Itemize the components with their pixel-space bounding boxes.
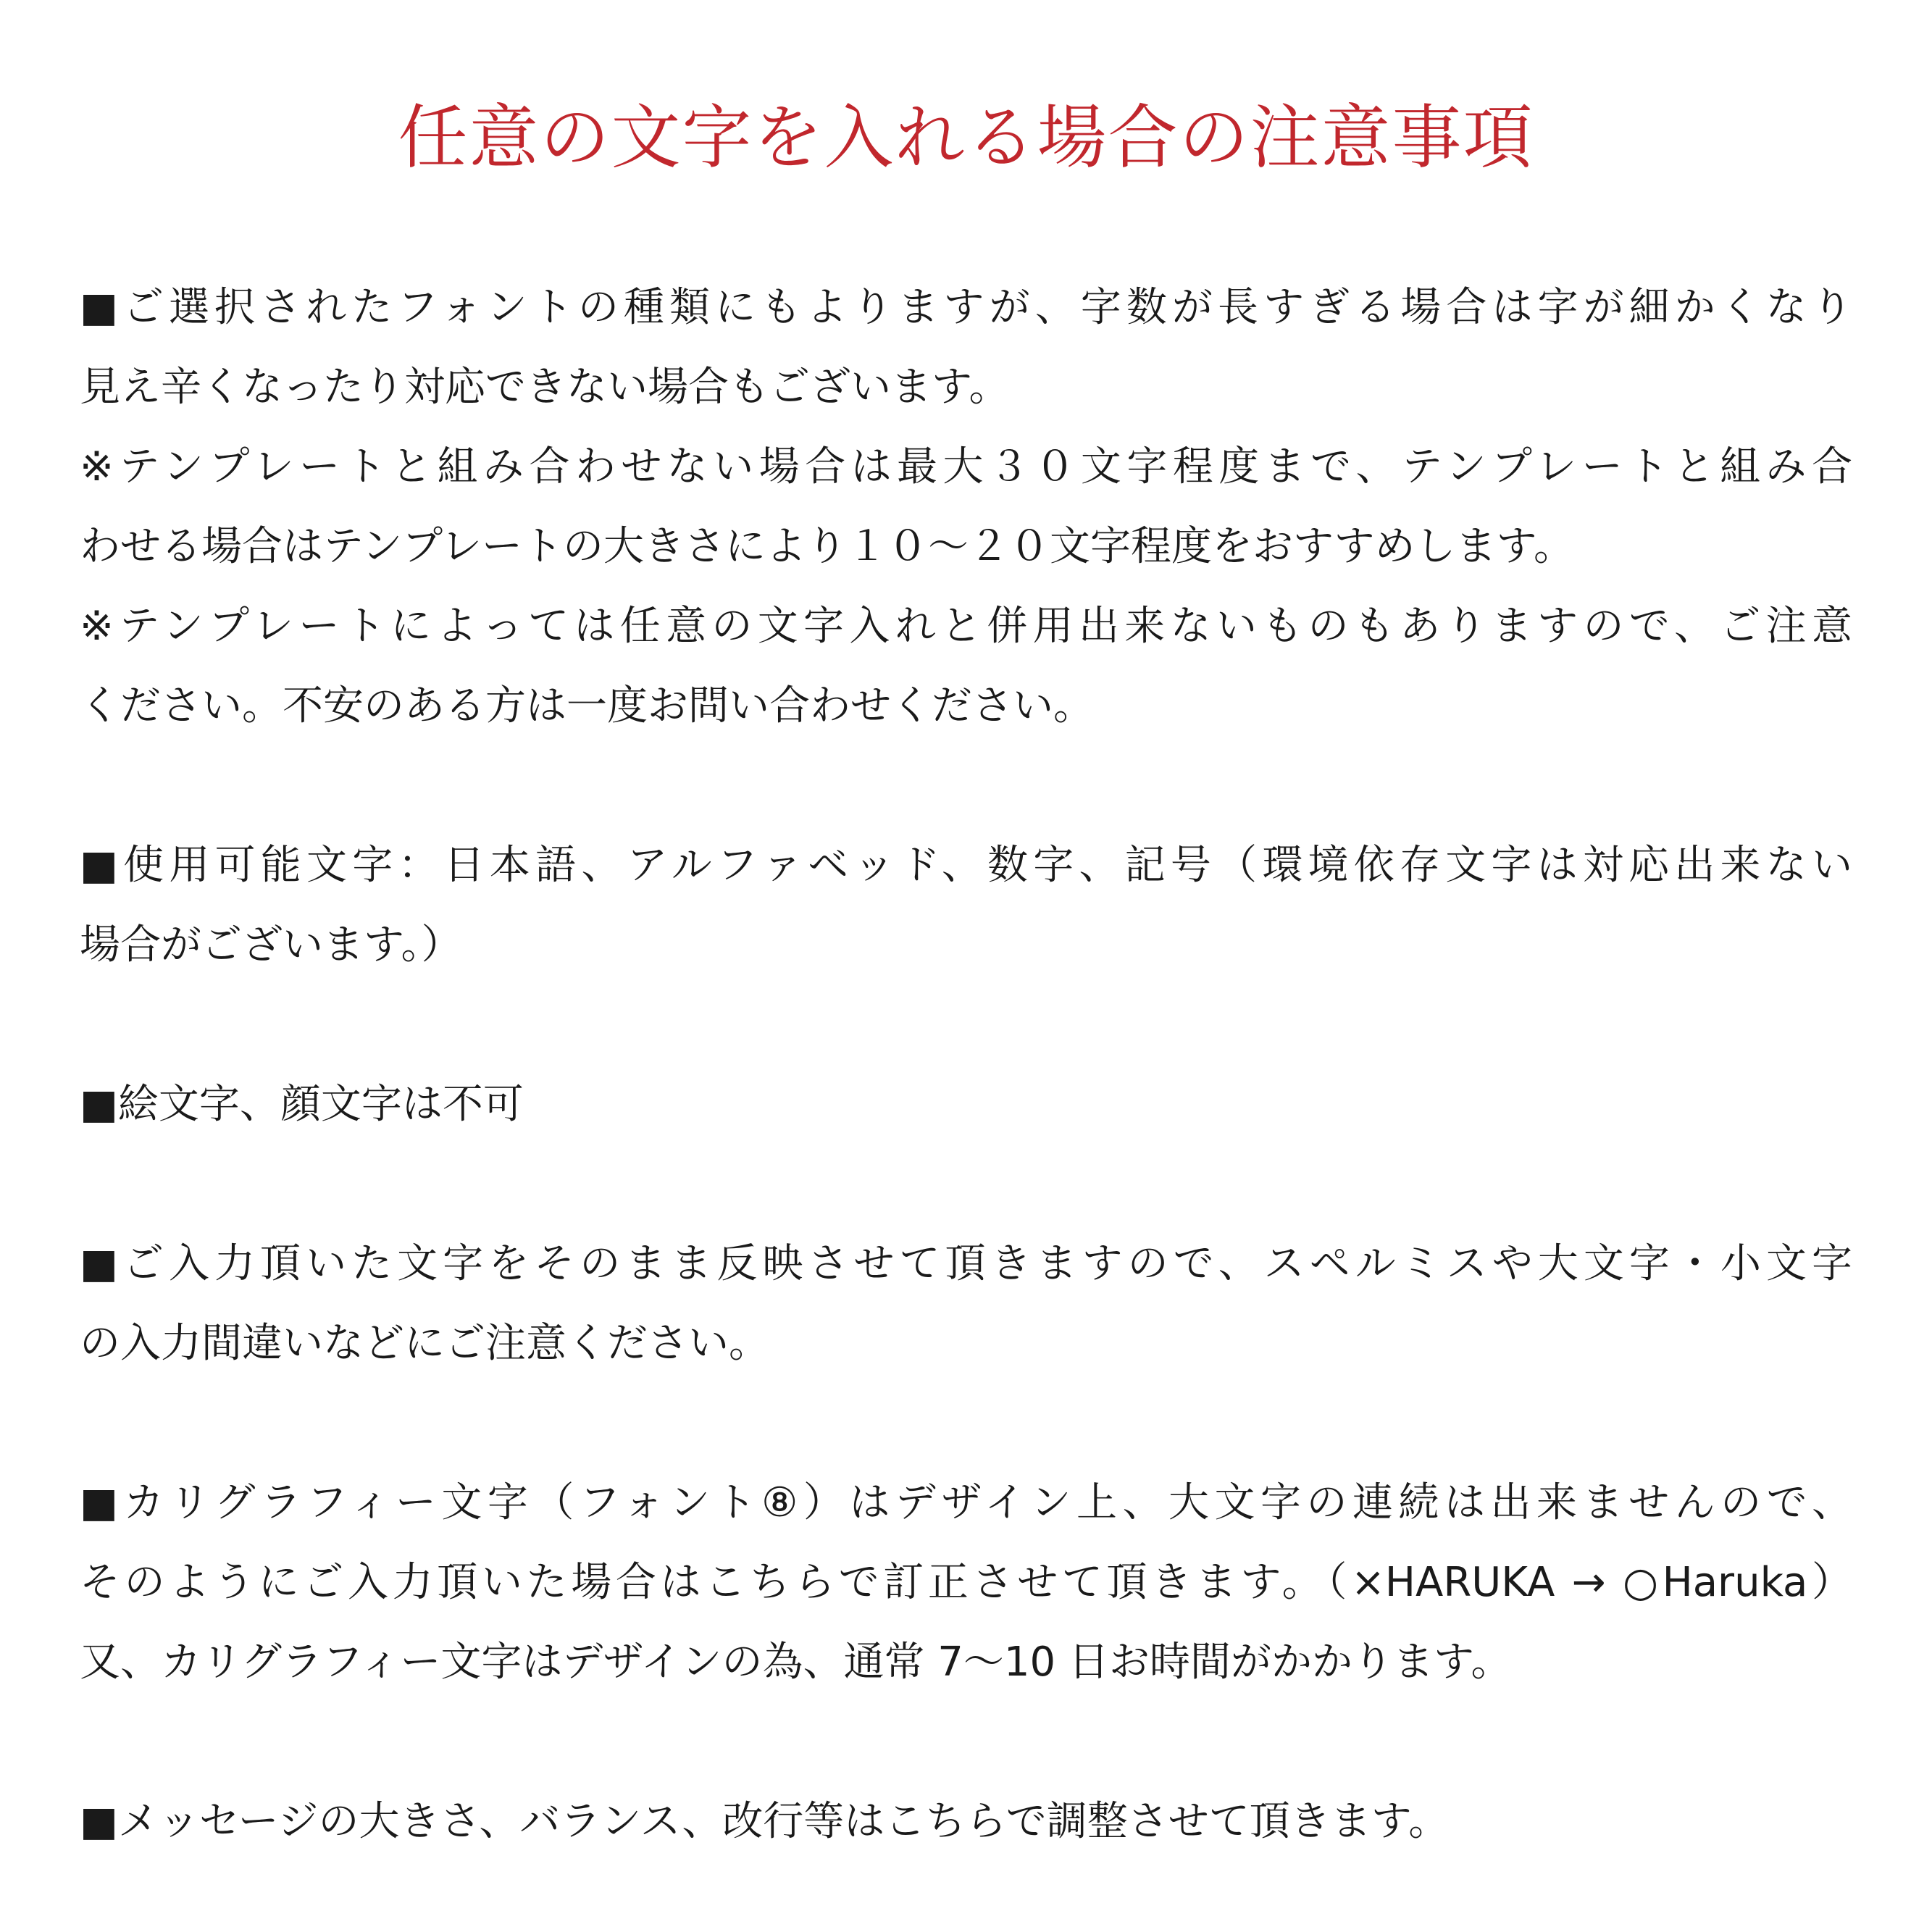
section-input-accuracy — [80, 1224, 1852, 1384]
text-line: ■メッセージの大きさ、バランス、改行等はこちらで調整させて頂きます。 — [80, 1798, 1450, 1845]
text-line: 場合がございます。） — [80, 921, 462, 969]
text-line: ※テンプレートと組み合わせない場合は最大３０文字程度まで、テンプレートと組み合 — [80, 443, 1852, 490]
text-line: の入力間違いなどにご注意ください。 — [80, 1320, 769, 1367]
section-usable-characters — [80, 826, 1852, 985]
text-line: わせる場合はテンプレートの大きさにより１０～２０文字程度をおすすめします。 — [80, 523, 1575, 570]
notice-body — [80, 268, 1852, 1862]
text-line: 又、カリグラフィー文字はデザインの為、通常 7～10 日お時間がかかります。 — [80, 1639, 1512, 1686]
section-calligraphy — [80, 1463, 1852, 1702]
section-layout-adjust — [80, 1782, 1852, 1862]
text-line: そのようにご入力頂いた場合はこちらで訂正させて頂きます。（×HARUKA → ○Haruka） — [80, 1559, 1852, 1606]
text-line: ■ご入力頂いた文字をそのまま反映させて頂きますので、スペルミスや大文字・小文字 — [80, 1240, 1852, 1287]
text-line: 見え辛くなったり対応できない場合もございます。 — [80, 364, 1010, 411]
text-line: ■ご選択されたフォントの種類にもよりますが、字数が長すぎる場合は字が細かくなり — [80, 284, 1852, 331]
section-emoji — [80, 1065, 1852, 1145]
section-font-length — [80, 268, 1852, 746]
page-title: 任意の文字を入れる場合の注意事項 — [398, 97, 1534, 178]
text-line: ■使用可能文字：日本語、アルファベッド、数字、記号（環境依存文字は対応出来ない — [80, 842, 1852, 889]
text-line: ください。不安のある方は一度お問い合わせください。 — [80, 682, 1094, 729]
text-line: ※テンプレートによっては任意の文字入れと併用出来ないものもありますので、ご注意 — [80, 603, 1852, 650]
text-line: ■カリグラフィー文字（フォント⑧）はデザイン上、大文字の連続は出来ませんので、 — [80, 1479, 1852, 1526]
text-line: ■絵文字、顔文字は不可 — [80, 1081, 524, 1128]
